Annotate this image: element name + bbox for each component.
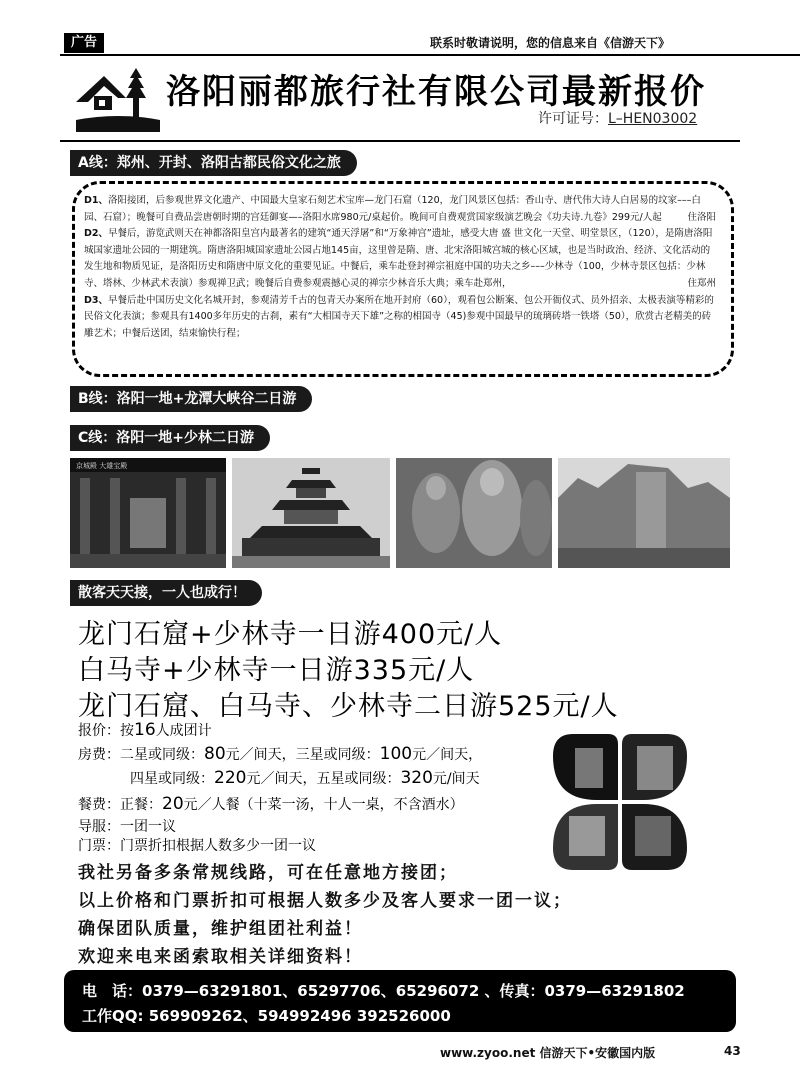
day-1 (84, 193, 716, 226)
photo-shaolin-cliff (558, 458, 730, 568)
quote-suffix: 人成团计 (155, 723, 212, 739)
phone-line (82, 980, 685, 1001)
unit: 元／间天， (412, 747, 483, 763)
day-text: 早餐后，游览武则天在神都洛阳皇宫内最著名的建筑“通天浮屠”和“万象神宫”遗址，感受大唐 盛 世文化一天堂、明堂景区，（120），是隋唐洛阳城国家遗址公园的一期建筑。隋唐洛阳城国家遗址公园占地145亩，这里曾是隋、唐、北宋洛阳城宫城的核心区域，也是当时政治、经济、文化活动的发生地和物质见证，是洛阳历史和隋唐中原文化的重要见证。中餐后，乘车赴登封禅宗祖庭中国的功夫之乡–––少林寺（100，少林寺景区包括：少林寺、塔林、少林武术表演）参观禅卫武；晚餐后自费参观震撼心灵的禅宗少林音乐大典；乘车赴郑州， (84, 228, 713, 289)
room-line-2 (130, 768, 480, 788)
quote-number: 16 (134, 720, 156, 740)
quote-label: 报价：按 (78, 723, 134, 739)
day-code: D1、 (84, 195, 108, 206)
guide-line: 导服：一团一议 (78, 819, 176, 835)
promo-2: 白马寺+少林寺一日游335元/人 (78, 655, 475, 686)
company-logo (74, 62, 162, 132)
itinerary-text (84, 193, 716, 342)
unit: 元／间天， (225, 747, 296, 763)
room-2star-price: 80 (204, 744, 226, 764)
qq-label: 工作QQ: (82, 1007, 144, 1025)
meal-label: 餐费：正餐： (78, 797, 162, 813)
meal-line (78, 794, 464, 814)
room-3star-price: 100 (379, 744, 413, 764)
source-notice: 联系时敬请说明，您的信息来自《信游天下》 (430, 36, 671, 50)
promo-1: 龙门石窟+少林寺一日游400元/人 (78, 619, 503, 650)
meal-desc: 元／人餐（十菜一汤，十人一桌，不含酒水） (183, 797, 464, 813)
promo-3: 龙门石窟、白马寺、少林寺二日游525元/人 (78, 691, 619, 722)
statement-3: 确保团队质量，维护组团社利益！ (78, 919, 363, 939)
qq-line (82, 1005, 451, 1026)
line-a-label: A线：郑州、开封、洛阳古都民俗文化之旅 (70, 150, 357, 176)
room-label: 房费：二星或同级： (78, 747, 204, 763)
footer-site: www.zyoo.net 信游天下•安徽国内版 (440, 1046, 656, 1060)
meal-price: 20 (162, 794, 184, 814)
phone-numbers: 0379—63291801、65297706、65296072 、传真：0379—63291802 (142, 982, 685, 1000)
room-4star-label: 四星或同级： (130, 771, 214, 787)
day-3 (84, 293, 716, 343)
room-4star-price: 220 (214, 768, 247, 788)
license-label: 许可证号： (538, 111, 608, 127)
room-5star-label: 五星或同级： (316, 771, 401, 787)
clover-photo-collage (545, 732, 695, 872)
statement-2: 以上价格和门票折扣可根据人数多少及客人要求一团一议； (78, 891, 572, 911)
statement-4: 欢迎来电来函索取相关详细资料！ (78, 947, 363, 967)
license-code: L–HEN03002 (608, 111, 698, 127)
photo-tiantang-pagoda (232, 458, 390, 568)
qq-numbers: 569909262、594992496 392526000 (148, 1007, 451, 1025)
statement-1: 我社另备多条常规线路，可在任意地方接团； (78, 863, 458, 883)
photo-caption: 京城殿 大雄宝殿 (76, 462, 128, 470)
photo-strip (70, 458, 730, 568)
scatter-pill: 散客天天接，一人也成行！ (70, 580, 262, 606)
photo-longmen-grottoes (396, 458, 552, 568)
unit: 元/间天 (432, 771, 480, 787)
header-divider (60, 140, 740, 142)
line-c-label: C线：洛阳一地+少林二日游 (70, 425, 270, 451)
day-stay: 住郑州 (687, 277, 716, 289)
day-text: 洛阳接团，后参观世界文化遗产、中国最大皇家石刻艺术宝库—龙门石窟（120，龙门风景区包括：香山寺、唐代伟大诗人白居易的坟家–––白园、石窟）；晚餐可自费品尝唐朝时期的宫廷御宴—–洛阳水席980元/桌起价。晚间可自费观赏国家级演艺晚会《功夫诗.九卷》299元/人起 (84, 195, 701, 223)
unit: 元／间天， (246, 771, 317, 787)
room-line-1 (78, 744, 482, 764)
license-number (538, 108, 697, 128)
ticket-line: 门票：门票折扣根据人数多少一团一议 (78, 838, 316, 854)
ad-label: 广告 (64, 33, 104, 53)
room-5star-price: 320 (400, 768, 433, 788)
room-3star-label: 三星或同级： (295, 747, 380, 763)
page-title: 洛阳丽都旅行社有限公司最新报价 (166, 72, 706, 112)
quote-line (78, 720, 212, 740)
page-number: 43 (724, 1044, 741, 1058)
photo-temple-hall (70, 458, 226, 568)
phone-label: 电 话： (82, 982, 143, 1000)
day-2 (84, 226, 716, 292)
day-stay: 住洛阳 (687, 211, 716, 223)
day-code: D2、 (84, 228, 108, 240)
line-b-label: B线：洛阳一地+龙潭大峡谷二日游 (70, 386, 312, 412)
contact-block (64, 970, 736, 1032)
day-code: D3、 (84, 294, 108, 306)
day-text: 早餐后赴中国历史文化名城开封，参观清芳千古的包青天办案所在地开封府（60），观看包公断案、包公开衙仪式、员外招亲、太极表演等精彩的民俗文化表演；参观具有1400多年历史的古刹，素有“大相国寺天下雄”之称的相国寺（45)参观中国最早的琉璃砖塔一铁塔（50），欣赏古老精美的砖雕艺术；中餐后送团，结束愉快行程； (84, 294, 714, 339)
